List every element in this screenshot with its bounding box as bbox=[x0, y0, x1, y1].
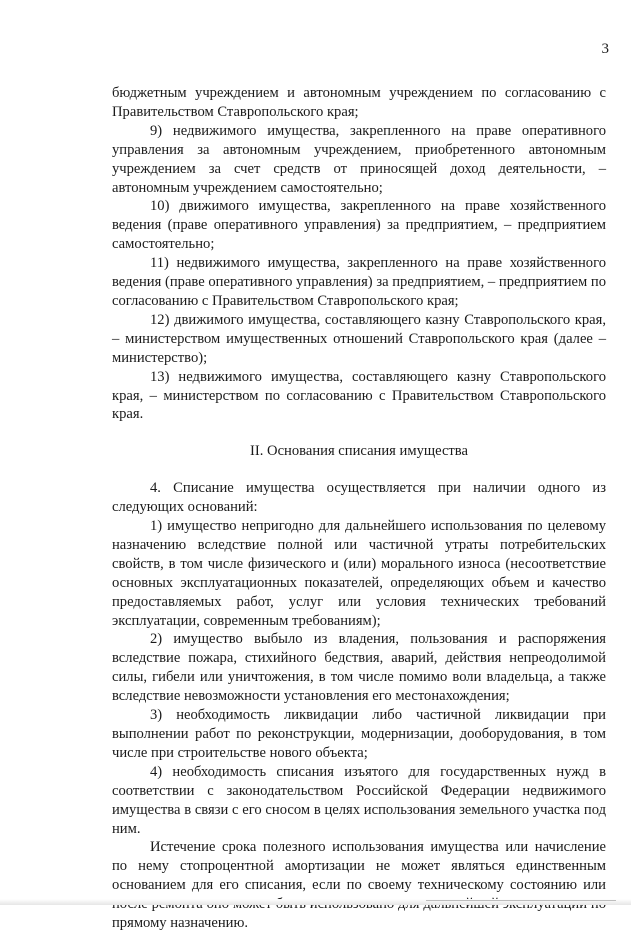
spacer bbox=[112, 461, 606, 479]
paragraph-ground-2: 2) имущество выбыло из владения, пользования и распоряжения вследствие пожара, стихийного бедствия, аварий, действия непреодолимой силы, гибели или уничтожения, в том числе помимо воли владельца, а также вследствие невозможности установления его местонахождения; bbox=[112, 631, 606, 705]
scan-artifact-line bbox=[426, 900, 616, 901]
paragraph-depreciation-note: Истечение срока полезного использования имущества или начисление по нему стопроцентной амортизации не может являться единственным основанием для его списания, если по своему техническому состоянию или прямому назначению. bbox=[112, 839, 606, 932]
paragraph-item-9: 9) недвижимого имущества, закрепленного на праве оперативного управления за автономным учреждением, приобретенного автономным учреждением за счет средств от приносящей доход деятельности, – автономным учреждением самостоятельно; bbox=[112, 122, 606, 196]
spacer bbox=[112, 424, 606, 442]
paragraph-item-12: 12) движимого имущества, составляющего казну Ставропольского края, – министерством имущественных отношений Ставропольского края (далее – министерство); bbox=[112, 311, 606, 366]
paragraph-item-10: 10) движимого имущества, закрепленного на праве хозяйственного ведения (праве оперативного управления) за предприятием, – предприятием самостоятельно; bbox=[112, 198, 606, 253]
document-body bbox=[112, 84, 606, 933]
paragraph-ground-3: 3) необходимость ликвидации либо частичной ликвидации при выполнении работ по реконструкции, модернизации, дооборудования, в том числе при строительстве нового объекта; bbox=[112, 707, 606, 761]
section-heading: II. Основания списания имущества bbox=[250, 443, 468, 460]
paragraph-ground-4: 4) необходимость списания изъятого для государственных нужд в соответствии с законодательством Российской Федерации недвижимого имущества в связи с его сносом в целях использования земельного участка под ним. bbox=[112, 763, 606, 837]
page-number: 3 bbox=[601, 41, 609, 57]
paragraph-continuation: бюджетным учреждением и автономным учреждением по согласованию с Правительством Ставропольского края; bbox=[112, 85, 606, 120]
paragraph-clause-4: 4. Списание имущества осуществляется при наличии одного из следующих оснований: bbox=[112, 480, 606, 516]
paragraph-item-13: 13) недвижимого имущества, составляющего казну Ставропольского края, – министерством по согласованию с Правительством Ставропольского края. bbox=[112, 368, 606, 423]
paragraph-ground-1: 1) имущество непригодно для дальнейшего использования по целевому назначению вследствие полной или частичной утраты потребительских свойств, в том числе физического и (или) морального износа (несоответствие основных эксплуатационных показателей, определяющих объем и качество предоставляемых работ, услуг или условия технических требований эксплуатации, современным требованиям); bbox=[112, 518, 606, 629]
paragraph-item-11: 11) недвижимого имущества, закрепленного на праве хозяйственного ведения (праве оперативного управления) за предприятием, – предприятием по согласованию с Правительством Ставропольского края; bbox=[112, 255, 606, 309]
